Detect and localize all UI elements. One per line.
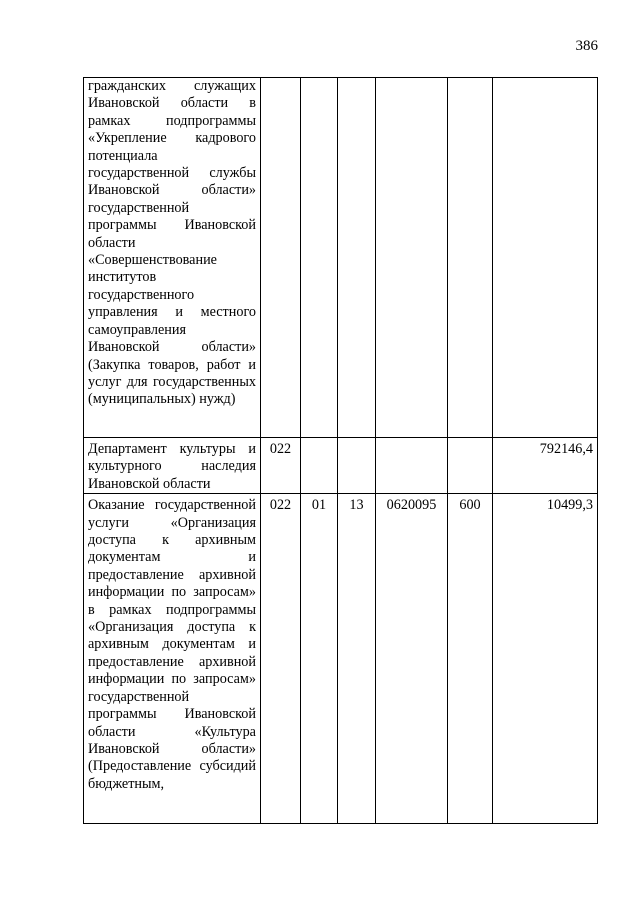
sum-cell: [493, 78, 598, 438]
target-article-cell: [376, 438, 448, 494]
sum-cell: 792146,4: [493, 438, 598, 494]
subsection-cell: [338, 78, 376, 438]
row-name-cell: гражданских служащих Ивановской области в рамках подпрограммы «Укрепление кадрового потенциала государственной службы Ивановской области» государственной программы Ивановской области «Совершенствование институтов государственного управления и местного самоуправления Ивановской области» (Закупка товаров, работ и услуг для государственных (муниципальных) нужд): [84, 78, 261, 438]
sum-cell: 10499,3: [493, 494, 598, 824]
section-cell: 01: [301, 494, 338, 824]
expense-type-cell: [448, 438, 493, 494]
row-name-cell: Департамент культуры и культурного наследия Ивановской области: [84, 438, 261, 494]
page-number: 386: [575, 38, 598, 54]
row-name-cell: Оказание государственной услуги «Организация доступа к архивным документам и предоставление архивной информации по запросам» в рамках подпрограммы «Организация доступа к архивным документам и предоставление архивной информации по запросам» государственной программы Ивановской области «Культура Ивановской области» (Предоставление субсидий бюджетным,: [84, 494, 261, 824]
section-cell: [301, 438, 338, 494]
table-row: [84, 494, 598, 824]
expense-type-cell: [448, 78, 493, 438]
subsection-cell: [338, 438, 376, 494]
subsection-cell: 13: [338, 494, 376, 824]
ministry-code-cell: [261, 78, 301, 438]
expense-type-cell: 600: [448, 494, 493, 824]
section-cell: [301, 78, 338, 438]
ministry-code-cell: 022: [261, 438, 301, 494]
target-article-cell: 0620095: [376, 494, 448, 824]
table-row: [84, 438, 598, 494]
table-row: [84, 78, 598, 438]
ministry-code-cell: 022: [261, 494, 301, 824]
budget-table: [83, 77, 598, 824]
target-article-cell: [376, 78, 448, 438]
